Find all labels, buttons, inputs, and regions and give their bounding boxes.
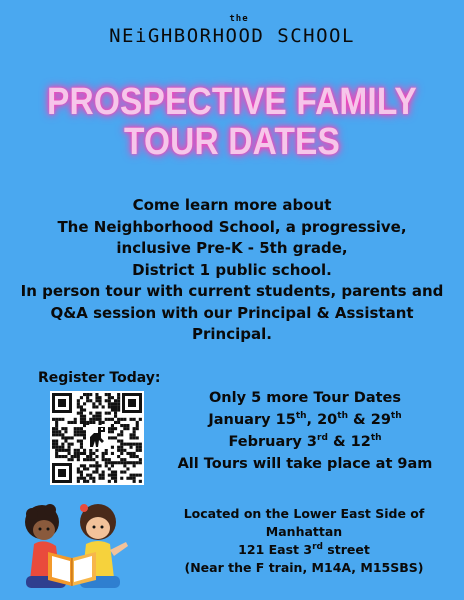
intro-text	[0, 195, 464, 346]
intro-line: District 1 public school.	[132, 260, 332, 279]
title-line-1: PROSPECTIVE FAMILY	[47, 81, 417, 123]
intro-line: Principal.	[192, 325, 272, 343]
qr-finder-top-right	[122, 393, 142, 413]
location-line: Located on the Lower East Side of	[183, 506, 425, 521]
tour-january: January 15th, 20th & 29th	[208, 411, 402, 428]
register-label: Register Today:	[38, 370, 161, 386]
children-reading-illustration	[10, 496, 136, 592]
dinosaur-icon	[86, 425, 108, 449]
transit-line: (Near the F train, M14A, M15SBS)	[184, 560, 424, 575]
qr-finder-bottom-left	[52, 463, 72, 483]
tour-time: All Tours will take place at 9am	[177, 456, 433, 472]
registration-qr-code[interactable]	[50, 391, 144, 485]
school-logo	[0, 14, 464, 47]
intro-line: Q&A session with our Principal & Assistant	[50, 303, 414, 322]
logo-prefix: the	[229, 14, 249, 24]
tour-count: Only 5 more Tour Dates	[208, 390, 402, 406]
school-location	[164, 505, 444, 577]
intro-line: The Neighborhood School, a progressive,	[57, 217, 407, 236]
qr-finder-top-left	[52, 393, 72, 413]
address-line: 121 East 3rd street	[238, 541, 370, 557]
tour-dates	[160, 387, 450, 475]
location-line: Manhattan	[265, 524, 343, 539]
logo-name: NEiGHBORHOOD SCHOOL	[109, 25, 355, 47]
intro-line: Come learn more about	[132, 196, 332, 214]
tour-february: February 3rd & 12th	[228, 433, 382, 450]
intro-line: In person tour with current students, parents and	[20, 282, 444, 300]
intro-line: inclusive Pre-K - 5th grade,	[116, 239, 348, 257]
page-title	[28, 82, 436, 162]
title-line-2: TOUR DATES	[123, 121, 341, 163]
